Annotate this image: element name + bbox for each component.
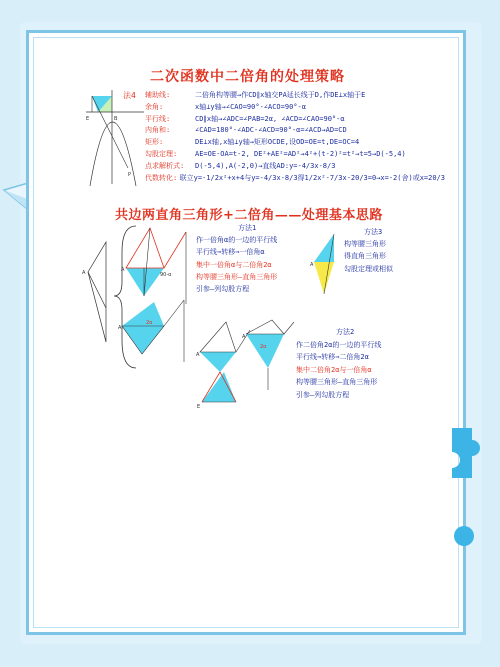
method2-line: 构等腰三角形—直角三角形 (296, 378, 378, 387)
step-text: 二倍角构等腰→作CD∥x轴交PA延长线于D,作DE⊥x轴于E (195, 91, 366, 99)
svg-text:B: B (114, 116, 118, 122)
svg-text:A: A (118, 325, 122, 331)
method4-label: 法4 (123, 91, 136, 100)
method1-line: 集中一倍角α与二倍角2α (196, 260, 272, 269)
step-row (145, 137, 445, 149)
step-text: ∠CAD=180°-∠ADC-∠ACD=90°-α=∠ACD→AD=CD (195, 126, 347, 135)
method1-text (196, 222, 277, 295)
step-text: AE=OE-OA=t-2, DE²+AE²=AD²→4²+(t-2)²=t²→t=5→D(-5,4) (195, 149, 406, 158)
method2-text (296, 326, 381, 402)
step-row (145, 149, 445, 161)
step-label: 辅助线: (145, 91, 171, 99)
method2-line: 集中二倍角2α与一倍角α (296, 365, 372, 374)
method2-heading: 方法2 (336, 328, 355, 336)
method1-line: 构等腰三角形—直角三角形 (196, 272, 278, 281)
step-row (145, 161, 445, 173)
method1-heading: 方法1 (238, 224, 257, 232)
step-label: 平行线: (145, 114, 171, 123)
puzzle-piece-icon (450, 522, 480, 552)
step-label: 点求解析式: (145, 161, 185, 170)
svg-text:A: A (121, 267, 125, 273)
method3-heading: 方法3 (364, 228, 383, 236)
step-text: x轴⊥y轴→∠CAO=90°-∠ACO=90°-α (195, 102, 306, 111)
method2-line: 引参—列勾股方程 (296, 390, 350, 399)
svg-text:E: E (86, 116, 90, 122)
parabola-diagram (84, 88, 146, 188)
method1-line: 引参—列勾股方程 (196, 285, 250, 294)
step-text: CD∥x轴→∠ADC=∠PAB=2α, ∠ACD=∠CAO=90°-α (195, 114, 345, 123)
step-label: 内角和: (145, 126, 171, 135)
section-title: 共边两直角三角形+二倍角——处理基本思路 (115, 208, 383, 223)
method2-diagram-2 (242, 318, 298, 392)
svg-text:A: A (310, 262, 314, 268)
method4-steps (145, 90, 445, 184)
method2-line: 作二倍角2α的一边的平行线 (296, 340, 382, 349)
step-label: 代数转化: (145, 173, 178, 182)
svg-text:P: P (128, 172, 132, 178)
step-text: D(-5,4),A(-2,0)→直线AD:y=-4/3x-8/3 (195, 161, 336, 170)
step-row (145, 125, 445, 137)
svg-text:E: E (197, 404, 201, 408)
step-label: 余角: (145, 102, 164, 111)
method3-diagram (310, 232, 344, 300)
method1-diagram-2 (118, 296, 198, 366)
svg-text:A: A (196, 352, 200, 358)
step-label: 矩形: (145, 138, 164, 147)
method1-line: 作一倍角α的一边的平行线 (196, 236, 278, 245)
method3-line: 构等腰三角形 (344, 240, 386, 249)
method3-line: 勾股定理或相似 (344, 264, 393, 273)
step-text: 联立y=-1/2x²+x+4与y=-4/3x-8/3得1/2x²-7/3x-20/3=0→x=-2(舍)或x=20/3 (179, 173, 445, 182)
svg-text:A: A (82, 270, 86, 276)
page-title: 二次函数中二倍角的处理策略 (150, 69, 345, 85)
step-row (145, 90, 445, 102)
method3-text (344, 226, 393, 275)
method1-diagram (120, 226, 200, 306)
step-row (145, 114, 445, 126)
step-row (145, 102, 445, 114)
method1-line: 平行线⇒转移⇒一倍角α (196, 248, 265, 257)
step-row (145, 173, 445, 185)
step-label: 勾股定理: (145, 149, 178, 158)
svg-text:2α: 2α (260, 344, 267, 350)
step-text: DE⊥x轴,x轴⊥y轴→矩形OCDE,设OD=OE=t,DE=OC=4 (195, 138, 360, 147)
puzzle-icon (442, 428, 482, 488)
svg-text:2α: 2α (146, 320, 153, 326)
svg-text:A: A (242, 334, 246, 340)
svg-text:90-α: 90-α (160, 272, 172, 278)
method3-line: 得直角三角形 (344, 252, 386, 261)
method2-line: 平行线⇒转移⇒二倍角2α (296, 353, 369, 362)
